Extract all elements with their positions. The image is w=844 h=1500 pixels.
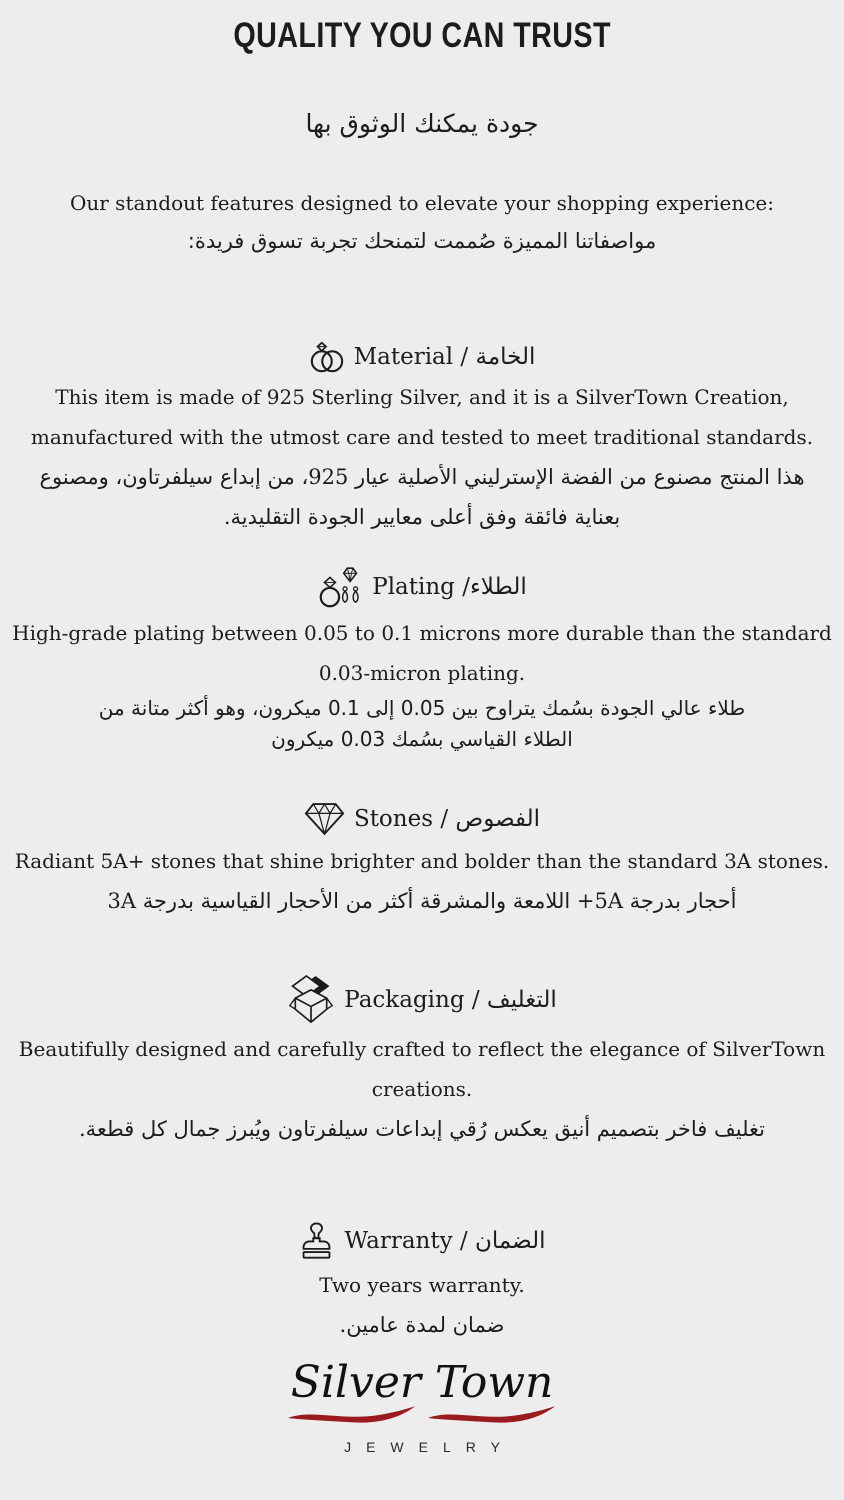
stones-heading [12, 801, 832, 837]
plating-text-ar: الطلاء القياسي بسُمك 0.03 ميكرون [271, 727, 573, 751]
material-text-en: This item is made of 925 Sterling Silver, and it is a SilverTown Creation, [55, 385, 789, 409]
jewelry-set-icon [317, 565, 363, 609]
warranty-heading [12, 1221, 832, 1261]
section-warranty [12, 1221, 832, 1345]
page-title-arabic: جودة يمكنك الوثوق بها [305, 109, 539, 138]
warranty-text-ar: ضمان لمدة عامين. [339, 1313, 505, 1337]
plating-title: Plating /الطلاء [372, 574, 527, 600]
brand-logo-subtitle: JEWELRY [344, 1439, 515, 1455]
page-title-text: QUALITY YOU CAN TRUST [233, 16, 611, 55]
section-plating [12, 565, 832, 755]
material-heading [12, 340, 832, 373]
page-title [0, 0, 844, 56]
stones-text-ar: أحجار بدرجة 5A+ اللامعة والمشرقة أكثر من الأحجار القياسية بدرجة 3A [107, 889, 737, 913]
stones-title: Stones / الفصوص [353, 806, 541, 832]
material-title: Material / الخامة [353, 343, 536, 370]
packaging-text-en: creations. [371, 1077, 473, 1101]
packaging-text-en: Beautifully designed and carefully crafted to reflect the elegance of SilverTown [18, 1037, 826, 1061]
section-stones [12, 801, 832, 921]
plating-text-en: 0.03-micron plating. [318, 661, 526, 685]
material-text-ar: هذا المنتج مصنوع من الفضة الإسترليني الأصلية عيار 925، من إبداع سيلفرتاون، ومصنوع [39, 465, 805, 489]
open-box-icon [287, 975, 335, 1025]
section-packaging [12, 975, 832, 1149]
stamp-icon [298, 1221, 335, 1261]
brand-logo [0, 1357, 844, 1455]
material-text-ar: بعناية فائقة وفق أعلى معايير الجودة التقليدية. [223, 505, 621, 529]
brand-logo-text: Silver Town [290, 1357, 554, 1408]
diamond-icon [304, 801, 345, 837]
plating-heading [12, 565, 832, 609]
section-material [12, 340, 832, 537]
packaging-heading [12, 975, 832, 1025]
packaging-text-ar: تغليف فاخر بتصميم أنيق يعكس رُقي إبداعات سيلفرتاون ويُبرز جمال كل قطعة. [78, 1117, 766, 1141]
packaging-title: Packaging / التغليف [344, 987, 557, 1013]
brand-ribbon-icon [0, 1405, 844, 1433]
warranty-text-en: Two years warranty. [319, 1273, 525, 1297]
intro-text-en: Our standout features designed to elevate your shopping experience: [69, 191, 775, 215]
warranty-title: Warranty / الضمان [344, 1228, 546, 1254]
intro-text-ar: مواصفاتنا المميزة صُممت لتمنحك تجربة تسوق فريدة: [187, 229, 657, 253]
plating-text-ar: طلاء عالي الجودة بسُمك يتراوح بين 0.05 إلى 0.1 ميكرون، وهو أكثر متانة من [98, 696, 746, 720]
material-text-en: manufactured with the utmost care and tested to meet traditional standards. [30, 425, 814, 449]
wedding-rings-icon [309, 340, 345, 373]
plating-text-en: High-grade plating between 0.05 to 0.1 microns more durable than the standard [12, 621, 832, 645]
stones-text-en: Radiant 5A+ stones that shine brighter and bolder than the standard 3A stones. [14, 849, 830, 873]
